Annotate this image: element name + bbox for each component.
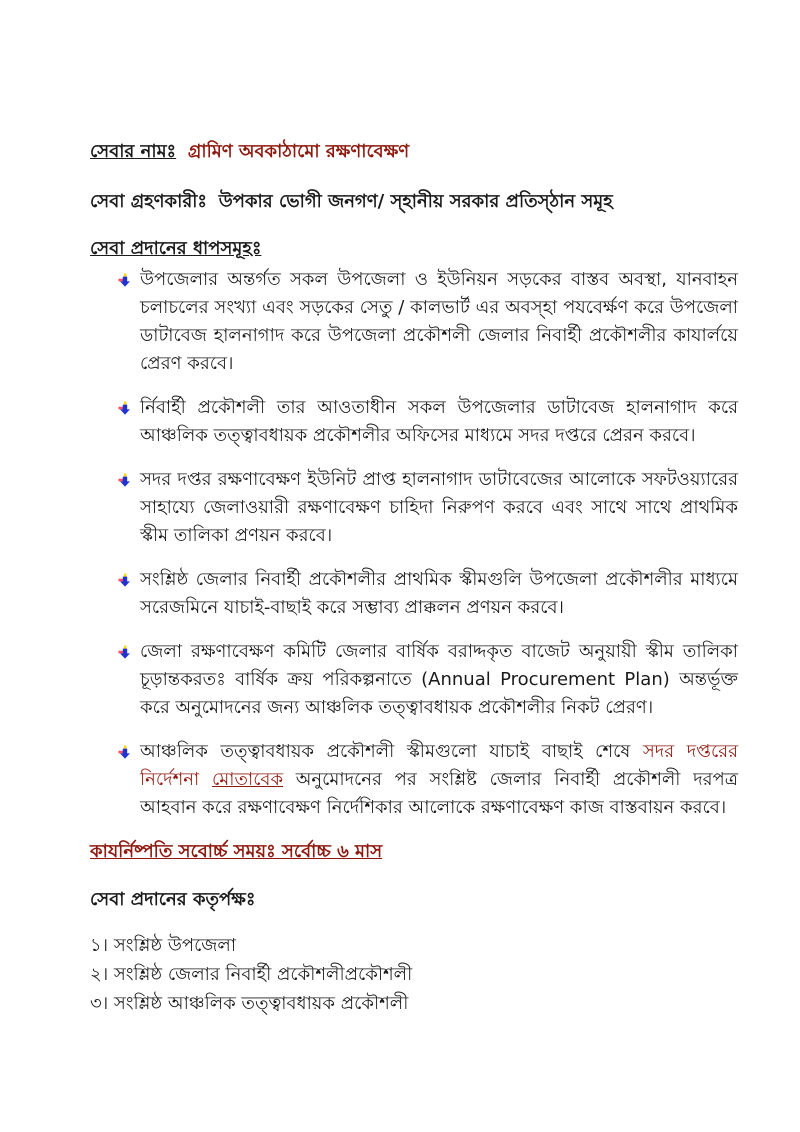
step-item [118,566,738,622]
completion-time-heading: কাযর্নিষ্পতি সবোর্চ্চ সময়ঃ সর্বোচ্চ ৬ মাস [90,841,383,862]
step-item [118,394,738,450]
authority-list [90,931,738,1018]
arrow-bullet-icon [118,573,132,588]
step-text: সংশ্লিষ্ঠ জেলার নিবার্হী প্রকৌশলীর প্রাথমিক স্কীমগুলি উপজেলা প্রকৌশলীর মাধ্যমে সরেজমিনে যাচাই-বাছাই করে সম্ভাব্য প্রাক্কলন প্রণয়ন করবে। [140,569,738,618]
service-name-line [90,138,738,166]
step-item [118,738,738,822]
service-recipient-label: সেবা গ্রহণকারীঃ [90,191,207,212]
step-text: জেলা রক্ষণাবেক্ষণ কমিটি জেলার বার্ষিক বরাদ্দকৃত বাজেট অনুয়ায়ী স্কীম তালিকা চূড়ান্তকরতঃ বার্ষিক ক্রয় পরিকল্পনাতে (Annual Procurement Plan) অন্তর্ভূক্ত করে অনুমোদনের জন্য আঞ্চলিক তত্ত্বাবধায়ক প্রকৌশলীর নিকট প্রেরণ। [140,641,738,718]
authority-heading: সেবা প্রদানের কতৃর্পক্ষঃ [90,889,256,910]
step-text: উপজেলার অন্তর্গত সকল উপজেলা ও ইউনিয়ন সড়কের বাস্তব অবস্থা, যানবাহন চলাচলের সংখ্যা এবং সড়কের সেতু / কালভার্ট এর অবস্হা পযবের্ক্ষণ করে উপজেলা ডাটাবেজ হালনাগাদ করে উপজেলা প্রকৌশলী জেলার নিবার্হী প্রকৌশলীর কাযার্লয়ে প্রেরণ করবে। [140,269,738,374]
steps-heading: সেবা প্রদানের ধাপসমূহঃ [90,238,262,259]
step-item [118,638,738,722]
step-text-red-part: সদর দপ্তরের নির্দেশনা [140,741,738,790]
authority-item: ১। সংশ্লিষ্ঠ উপজেলা [90,935,237,956]
step-item [118,466,738,550]
service-recipient-value: উপকার ভোগী জনগণ/ স্হানীয় সরকার প্রতিস্ঠান সমূহ [218,191,613,212]
service-name-label: সেবার নামঃ [90,141,177,162]
steps-list [90,266,738,822]
step-text: সদর দপ্তর রক্ষণাবেক্ষণ ইউনিট প্রাপ্ত হালনাগাদ ডাটাবেজের আলোকে সফটওয়্যারের সাহায্যে জেলাওয়ারী রক্ষণাবেক্ষণ চাহিদা নিরুপণ করবে এবং সাথে সাথে প্রাথমিক স্কীম তালিকা প্রণয়ন করবে। [140,469,738,546]
arrow-bullet-icon [118,645,132,660]
authority-item: ৩। সংশ্লিষ্ঠ আঞ্চলিক তত্ত্বাবধায়ক প্রকৌশলী [90,993,409,1014]
step-text [140,738,738,822]
step-text: র্নিবার্হী প্রকৌশলী তার আওতাধীন সকল উপজেলার ডাটাবেজ হালনাগাদ করে আঞ্চলিক তত্ত্বাবধায়ক প্রকৌশলীর অফিসের মাধ্যমে সদর দপ্তরে প্রেরন করবে। [140,397,738,446]
arrow-bullet-icon [118,401,132,416]
service-recipient-line [90,188,738,216]
service-name-value: গ্রামিণ অবকাঠামো রক্ষণাবেক্ষণ [187,141,410,162]
arrow-bullet-icon [118,745,132,760]
step-item [118,266,738,378]
step-text-suffix: অনুমোদনের পর সংশ্লিষ্ট জেলার নিবার্হী প্রকৌশলী দরপত্র আহবান করে রক্ষণাবেক্ষণ নির্দেশিকার আলোকে রক্ষণাবেক্ষণ কাজ বাস্তবায়ন করবে। [140,769,738,818]
arrow-bullet-icon [118,273,132,288]
arrow-bullet-icon [118,473,132,488]
step-text-red-underlined-part: মোতাবেক [211,769,284,790]
step-text-prefix: আঞ্চলিক তত্ত্বাবধায়ক প্রকৌশলী স্কীমগুলো যাচাই বাছাই শেষে [140,741,643,762]
authority-item: ২। সংশ্লিষ্ঠ জেলার নিবার্হী প্রকৌশলীপ্রকৌশলী [90,964,413,985]
